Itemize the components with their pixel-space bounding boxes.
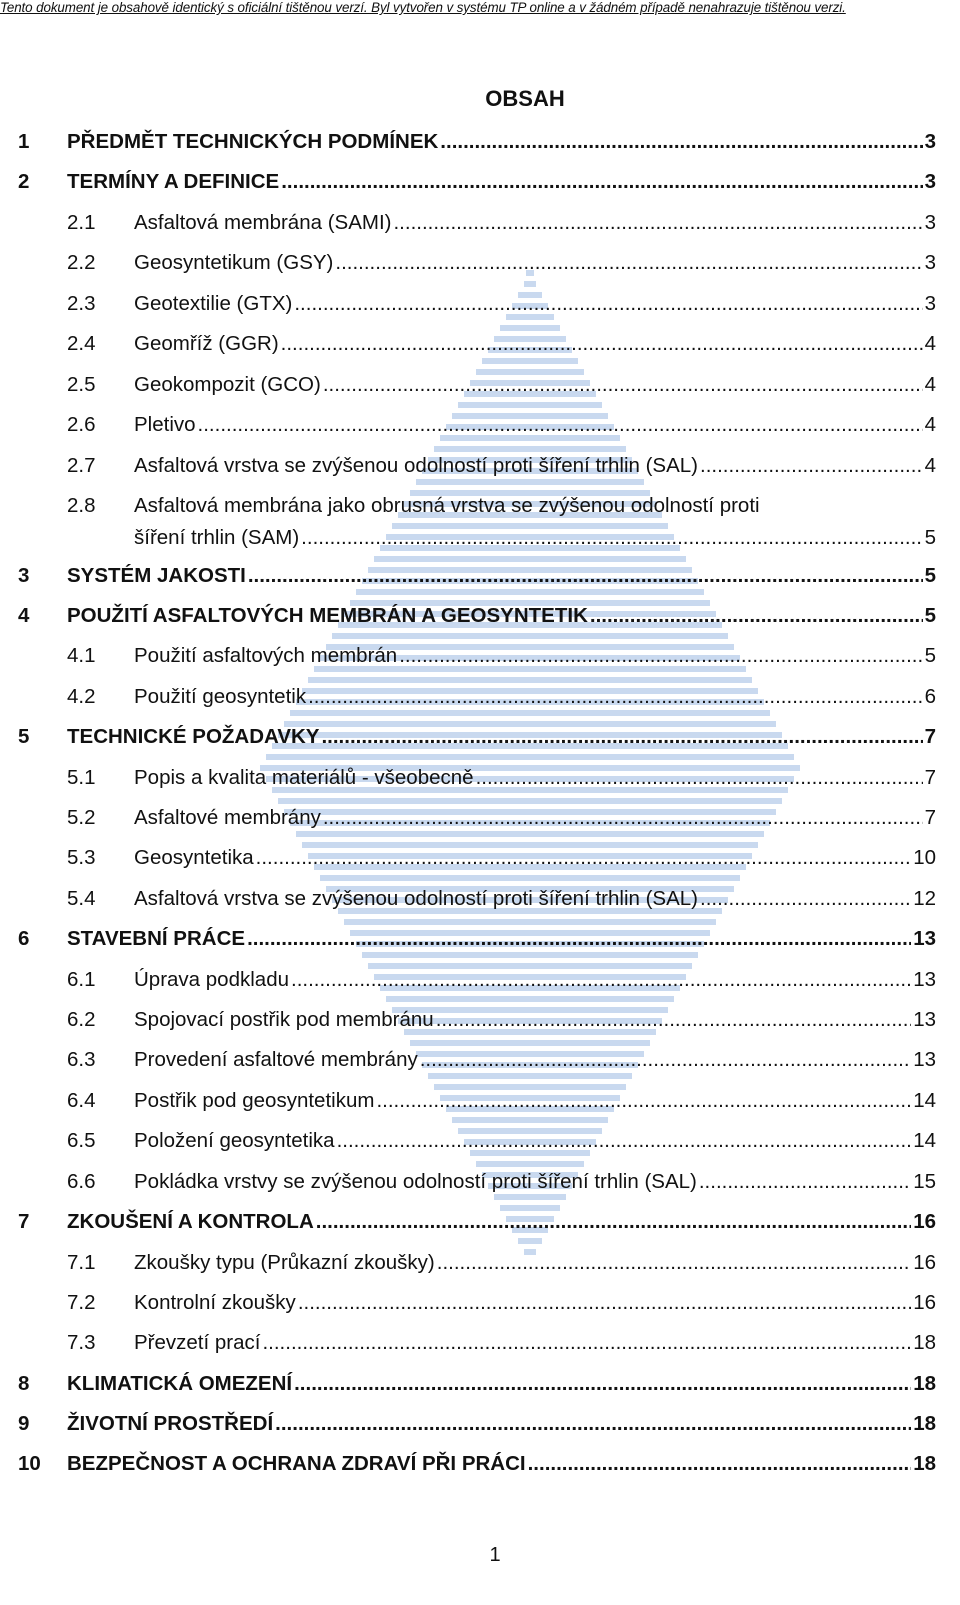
toc-entry-title: Položení geosyntetika: [134, 1129, 335, 1152]
dot-leader: [323, 373, 923, 397]
toc-entry-number: 4: [18, 604, 30, 627]
toc-entry-line: [134, 968, 936, 992]
toc-entry-title: Asfaltová membrána (SAMI): [134, 211, 392, 234]
toc-entry-page: 4: [924, 332, 936, 355]
toc-entry-page: 13: [913, 1048, 936, 1071]
toc-entry-page: 5: [924, 564, 936, 587]
dot-leader: [248, 564, 923, 588]
toc-entry[interactable]: [0, 292, 960, 333]
toc-entry-number: 6.3: [67, 1048, 96, 1071]
toc-entry-number: 7.2: [67, 1291, 96, 1314]
toc-entry-page: 16: [913, 1291, 936, 1314]
toc-entry-line: [134, 211, 936, 235]
toc-entry-number: 2.6: [67, 413, 96, 436]
toc-entry[interactable]: [0, 373, 960, 414]
toc-entry-title: PŘEDMĚT TECHNICKÝCH PODMÍNEK: [67, 130, 439, 153]
toc-entry-title: šíření trhlin (SAM): [134, 526, 300, 549]
toc-entry-title: Použití asfaltových membrán: [134, 644, 398, 667]
toc-entry-title: Úprava podkladu: [134, 968, 289, 991]
toc-entry-title: Provedení asfaltové membrány: [134, 1048, 418, 1071]
dot-leader: [247, 927, 911, 951]
toc-entry-number: 4.2: [67, 685, 96, 708]
toc-entry-page: 10: [913, 846, 936, 869]
toc-entry[interactable]: [0, 1129, 960, 1170]
toc-entry-title: Pletivo: [134, 413, 196, 436]
toc-entry[interactable]: [0, 1170, 960, 1211]
dot-leader: [590, 604, 923, 628]
toc-entry[interactable]: [0, 494, 960, 549]
toc-entry[interactable]: [0, 1412, 960, 1453]
toc-entry-number: 7.1: [67, 1251, 96, 1274]
dot-leader: [308, 685, 923, 709]
toc-entry-line: [67, 1210, 936, 1234]
dot-leader: [700, 887, 911, 911]
page-number: 1: [489, 1544, 501, 1566]
toc-entry-title: TERMÍNY A DEFINICE: [67, 170, 280, 193]
toc-entry[interactable]: [0, 251, 960, 292]
toc-entry-page: 14: [913, 1089, 936, 1112]
toc-entry-page: 16: [913, 1251, 936, 1274]
toc-entry-number: 6.6: [67, 1170, 96, 1193]
toc-entry[interactable]: [0, 332, 960, 373]
watermark-stripe: [374, 556, 686, 562]
toc-entry-line: [134, 644, 936, 668]
toc-entry-line: [67, 1452, 936, 1476]
toc-entry-line: [134, 251, 936, 275]
toc-entry[interactable]: [0, 887, 960, 928]
toc-entry-number: 6.5: [67, 1129, 96, 1152]
toc-entry[interactable]: [0, 564, 960, 605]
dot-leader: [399, 644, 922, 668]
toc-entry[interactable]: [0, 725, 960, 766]
toc-entry[interactable]: [0, 604, 960, 645]
toc-entry[interactable]: [0, 1210, 960, 1251]
toc-entry-number: 6: [18, 927, 30, 950]
toc-entry[interactable]: [0, 766, 960, 807]
toc-entry-page: 4: [924, 413, 936, 436]
toc-entry-number: 10: [18, 1452, 41, 1475]
toc-entry[interactable]: [0, 1048, 960, 1089]
toc-title: OBSAH: [485, 86, 565, 111]
toc-entry[interactable]: [0, 685, 960, 726]
toc-entry-number: 5.4: [67, 887, 96, 910]
toc-entry-title: Asfaltová vrstva se zvýšenou odolností proti šíření trhlin (SAL): [134, 887, 699, 910]
dot-leader: [699, 1170, 911, 1194]
toc-entry-line: [134, 1008, 936, 1032]
toc-entry[interactable]: [0, 1452, 960, 1493]
dot-leader: [437, 1251, 911, 1275]
toc-entry-line: [67, 1412, 936, 1436]
toc-entry-title: Asfaltové membrány: [134, 806, 321, 829]
toc-entry-title: TECHNICKÉ POŽADAVKY: [67, 725, 320, 748]
toc-entry-title: Zkoušky typu (Průkazní zkoušky): [134, 1251, 435, 1274]
toc-entry-number: 5.2: [67, 806, 96, 829]
dot-leader: [321, 725, 922, 749]
toc-entry-line: [67, 1372, 936, 1396]
toc-entry[interactable]: [0, 968, 960, 1009]
dot-leader: [281, 170, 922, 194]
toc-entry-line: [134, 846, 936, 870]
toc-entry-number: 5: [18, 725, 30, 748]
dot-leader: [335, 251, 922, 275]
toc-entry-page: 14: [913, 1129, 936, 1152]
toc-entry-page: 4: [924, 373, 936, 396]
toc-entry-page: 18: [913, 1331, 936, 1354]
toc-entry-page: 15: [913, 1170, 936, 1193]
toc-entry-number: 8: [18, 1372, 30, 1395]
toc-entry-page: 5: [924, 644, 936, 667]
toc-entry[interactable]: [0, 846, 960, 887]
toc-entry-line: [67, 725, 936, 749]
toc-entry-page: 7: [924, 766, 936, 789]
toc-entry-number: 2.8: [67, 494, 96, 517]
toc-entry-number: 2.7: [67, 454, 96, 477]
toc-entry-number: 2.5: [67, 373, 96, 396]
toc-entry-page: 3: [924, 292, 936, 315]
dot-leader: [298, 1291, 911, 1315]
toc-entry-line: [134, 1291, 936, 1315]
dot-leader: [301, 526, 922, 550]
toc-entry-line: [134, 454, 936, 478]
toc-entry-number: 2.4: [67, 332, 96, 355]
dot-leader: [436, 1008, 912, 1032]
toc-entry[interactable]: [0, 170, 960, 211]
toc-entry-number: 5.3: [67, 846, 96, 869]
toc-entry-line: [67, 130, 936, 154]
dot-leader: [420, 1048, 911, 1072]
dot-leader: [291, 968, 911, 992]
dot-leader: [281, 332, 923, 356]
toc-entry-line: [134, 413, 936, 437]
toc-entry[interactable]: [0, 806, 960, 847]
toc-entry[interactable]: [0, 1372, 960, 1413]
toc-entry-line: [134, 1251, 936, 1275]
dot-leader: [376, 1089, 911, 1113]
toc-entry-number: 5.1: [67, 766, 96, 789]
toc-entry-page: 18: [913, 1452, 936, 1475]
toc-entry-page: 5: [924, 526, 936, 549]
dot-leader: [528, 1452, 912, 1476]
toc-entry-number: 2.2: [67, 251, 96, 274]
toc-entry-title: Asfaltová membrána jako obrusná vrstva se zvýšenou odolností proti: [134, 494, 760, 517]
toc-entry-line: [134, 685, 936, 709]
toc-entry-page: 16: [913, 1210, 936, 1233]
toc-entry[interactable]: [0, 1089, 960, 1130]
toc-entry-title: KLIMATICKÁ OMEZENÍ: [67, 1372, 293, 1395]
dot-leader: [316, 1210, 911, 1234]
notice-text: Tento dokument je obsahově identický s oficiální tištěnou verzí. Byl vytvořen v systému TP online a v žádném případě nenahrazuje tištěnou verzi.: [0, 0, 846, 15]
toc-entry-title: Geotextilie (GTX): [134, 292, 293, 315]
toc-entry-line: [134, 1089, 936, 1113]
toc-entry-page: 6: [924, 685, 936, 708]
toc-entry-number: 6.2: [67, 1008, 96, 1031]
toc-entry[interactable]: [0, 211, 960, 252]
toc-entry-number: 6.1: [67, 968, 96, 991]
toc-entry-continuation: [134, 526, 936, 550]
toc-entry-title: ZKOUŠENÍ A KONTROLA: [67, 1210, 314, 1233]
toc-entry-title: POUŽITÍ ASFALTOVÝCH MEMBRÁN A GEOSYNTETIK: [67, 604, 588, 627]
toc-entry-page: 3: [924, 170, 936, 193]
dot-leader: [393, 211, 922, 235]
toc-entry-page: 13: [913, 1008, 936, 1031]
toc-entry-number: 2.1: [67, 211, 96, 234]
toc-entry-line: [67, 604, 936, 628]
toc-entry-line: [134, 292, 936, 316]
toc-entry[interactable]: [0, 1251, 960, 1292]
dot-leader: [440, 130, 922, 154]
toc-entry-title: Kontrolní zkoušky: [134, 1291, 296, 1314]
toc-entry-page: 7: [924, 725, 936, 748]
toc-entry-page: 7: [924, 806, 936, 829]
toc-entry[interactable]: [0, 130, 960, 171]
toc-entry-line: [134, 332, 936, 356]
toc-entry-page: 5: [924, 604, 936, 627]
toc-entry-page: 18: [913, 1412, 936, 1435]
toc-entry-title: Geosyntetika: [134, 846, 254, 869]
toc-entry-page: 18: [913, 1372, 936, 1395]
toc-entry-title: Spojovací postřik pod membránu: [134, 1008, 434, 1031]
toc-entry[interactable]: [0, 413, 960, 454]
toc-entry-page: 13: [913, 968, 936, 991]
dot-leader: [323, 806, 923, 830]
dot-leader: [262, 1331, 911, 1355]
toc-entry[interactable]: [0, 454, 960, 495]
toc-entry-line: [134, 1048, 936, 1072]
toc-entry-number: 2: [18, 170, 30, 193]
toc-entry-title: Postřik pod geosyntetikum: [134, 1089, 375, 1112]
toc-entry-title: Geomříž (GGR): [134, 332, 279, 355]
toc-entry-line: [134, 1331, 936, 1355]
dot-leader: [476, 766, 923, 790]
toc-entry[interactable]: [0, 1331, 960, 1372]
toc-entry-title: SYSTÉM JAKOSTI: [67, 564, 246, 587]
toc-entry-number: 7: [18, 1210, 30, 1233]
toc-entry-line: [134, 373, 936, 397]
toc-entry-page: 3: [924, 211, 936, 234]
document-notice-banner: [0, 0, 960, 23]
toc-entry-title: Geosyntetikum (GSY): [134, 251, 334, 274]
dot-leader: [294, 1372, 911, 1396]
toc-entry-page: 12: [913, 887, 936, 910]
toc-entry-title: Převzetí prací: [134, 1331, 261, 1354]
toc-entry[interactable]: [0, 1008, 960, 1049]
toc-entry-page: 4: [924, 454, 936, 477]
toc-entry-number: 2.3: [67, 292, 96, 315]
toc-entry-page: 3: [924, 130, 936, 153]
toc-entry[interactable]: [0, 927, 960, 968]
toc-entry-number: 3: [18, 564, 30, 587]
dot-leader: [337, 1129, 912, 1153]
toc-entry-line: [134, 887, 936, 911]
toc-entry-line: [134, 1170, 936, 1194]
dot-leader: [275, 1412, 911, 1436]
toc-entry-line: [67, 927, 936, 951]
toc-entry-title: Asfaltová vrstva se zvýšenou odolností proti šíření trhlin (SAL): [134, 454, 699, 477]
toc-entry-number: 6.4: [67, 1089, 96, 1112]
toc-entry-line: [67, 564, 936, 588]
toc-entry-line: [67, 170, 936, 194]
dot-leader: [294, 292, 922, 316]
toc-entry-number: 4.1: [67, 644, 96, 667]
toc-entry-line: [134, 806, 936, 830]
toc-entry-title: STAVEBNÍ PRÁCE: [67, 927, 246, 950]
toc-entry-line: [134, 1129, 936, 1153]
toc-entry-number: 9: [18, 1412, 30, 1435]
toc-entry-title: ŽIVOTNÍ PROSTŘEDÍ: [67, 1412, 274, 1435]
toc-entry-number: 7.3: [67, 1331, 96, 1354]
dot-leader: [256, 846, 912, 870]
toc-entry-number: 1: [18, 130, 30, 153]
toc-entry[interactable]: [0, 1291, 960, 1332]
toc-entry-line: [134, 766, 936, 790]
toc-entry[interactable]: [0, 644, 960, 685]
toc-entry-title: Geokompozit (GCO): [134, 373, 321, 396]
toc-entry-title: Popis a kvalita materiálů - všeobecně: [134, 766, 474, 789]
toc-entry-title: Pokládka vrstvy se zvýšenou odolností proti šíření trhlin (SAL): [134, 1170, 697, 1193]
toc-entry-title: BEZPEČNOST A OCHRANA ZDRAVÍ PŘI PRÁCI: [67, 1452, 526, 1475]
toc-entry-line: [134, 494, 936, 550]
toc-entry-title: Použití geosyntetik: [134, 685, 307, 708]
toc-entry-page: 3: [924, 251, 936, 274]
dot-leader: [700, 454, 923, 478]
dot-leader: [198, 413, 923, 437]
toc-entry-page: 13: [913, 927, 936, 950]
